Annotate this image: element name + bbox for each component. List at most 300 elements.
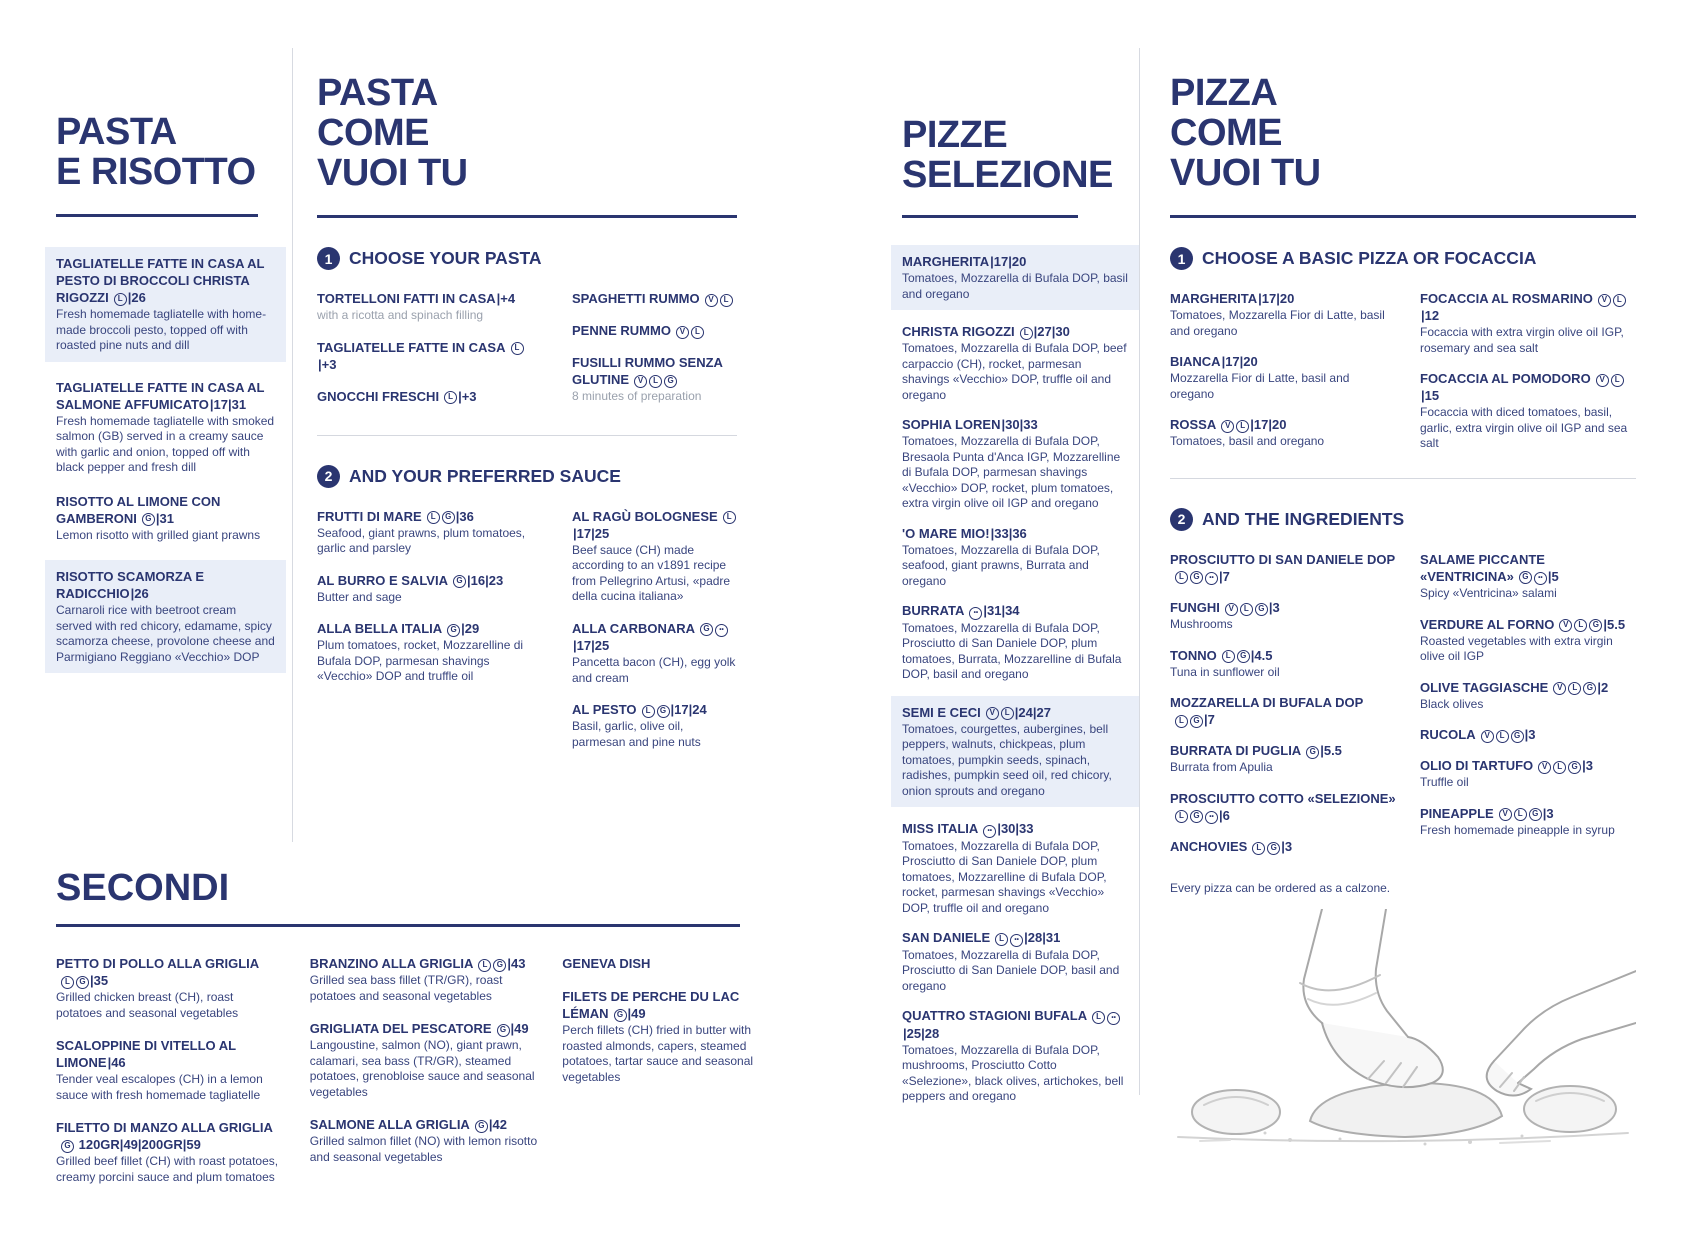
menu-item-price: |17|25 xyxy=(573,638,610,653)
menu-item-price: |29 xyxy=(461,621,480,636)
l-circle-icon: L xyxy=(511,342,524,355)
g-circle-icon: G xyxy=(1568,761,1581,774)
v-circle-icon: V xyxy=(676,326,689,339)
l-circle-icon: L xyxy=(1514,808,1527,821)
step2-columns xyxy=(317,508,737,751)
menu-item-price: |17|20 xyxy=(1221,354,1258,369)
menu-item xyxy=(572,701,737,750)
menu-item-badges xyxy=(967,603,982,618)
menu-item-description: Tomatoes, Mozzarella di Bufala DOP, seafood, giant prawns, Burrata and oregano xyxy=(902,542,1100,588)
g-circle-icon: G xyxy=(447,624,460,637)
menu-item-description: Fresh homemade pineapple in syrup xyxy=(1420,822,1615,837)
menu-item xyxy=(1420,370,1636,452)
menu-item-title xyxy=(56,379,275,413)
sauce-choices-list xyxy=(317,508,535,751)
title-line: SECONDI xyxy=(56,867,230,909)
menu-item-price: |31 xyxy=(155,510,174,526)
section-rule xyxy=(317,215,737,218)
l-circle-icon: L xyxy=(478,959,491,972)
g-circle-icon: G xyxy=(142,513,155,526)
menu-item-name: MOZZARELLA DI BUFALA DOP xyxy=(1170,695,1364,710)
title-line: VUOI TU xyxy=(1170,152,1321,194)
menu-item-description: Grilled beef fillet (CH) with roast potatoes, creamy porcini sauce and plum tomatoes xyxy=(56,1154,279,1184)
menu-item-name: PENNE RUMMO xyxy=(572,323,671,338)
dots-icon: •• xyxy=(1107,1012,1120,1025)
menu-item-badges xyxy=(451,573,466,588)
menu-item-name: ANCHOVIES xyxy=(1170,839,1248,854)
menu-item-badges xyxy=(1479,727,1524,742)
menu-item-title xyxy=(56,493,275,527)
menu-item-price: |30|33 xyxy=(997,821,1034,836)
menu-item-title xyxy=(902,929,1128,947)
menu-item-description: Focaccia with diced tomatoes, basil, garlic, extra virgin olive oil IGP and sea salt xyxy=(1420,405,1628,450)
menu-item xyxy=(572,290,737,307)
l-circle-icon: L xyxy=(649,375,662,388)
l-circle-icon: L xyxy=(642,705,655,718)
v-circle-icon: V xyxy=(1538,761,1551,774)
menu-item xyxy=(1170,694,1396,728)
g-circle-icon: G xyxy=(664,375,677,388)
menu-item-badges xyxy=(1250,839,1280,854)
g-circle-icon: G xyxy=(1190,715,1203,728)
menu-item-description: Butter and sage xyxy=(317,589,402,604)
g-circle-icon: G xyxy=(614,1009,627,1022)
menu-item xyxy=(1420,805,1636,839)
menu-item-price: |3 xyxy=(1268,600,1280,615)
menu-item-title xyxy=(1170,838,1396,855)
step-number-badge: 2 xyxy=(1170,508,1193,531)
menu-item-badges xyxy=(674,323,704,338)
menu-item-title xyxy=(1170,353,1396,370)
ingredients-list xyxy=(1420,551,1636,856)
menu-item-price: |36 xyxy=(455,508,474,524)
menu-item-name: BURRATA xyxy=(902,603,965,618)
menu-item xyxy=(1170,290,1396,339)
dots-icon: •• xyxy=(1205,811,1218,824)
l-circle-icon: L xyxy=(1553,761,1566,774)
step1-columns xyxy=(317,290,737,405)
menu-item xyxy=(572,508,737,605)
menu-item xyxy=(902,602,1128,683)
menu-item-description: Lemon risotto with grilled giant prawns xyxy=(56,527,261,542)
menu-item-badges xyxy=(612,1006,627,1021)
menu-item-description: Beef sauce (CH) made according to an v1891 recipe from Pellegrino Artusi, «padre della cucina italiana» xyxy=(572,542,731,603)
menu-item-price: |7 xyxy=(1219,568,1230,584)
section-title-pasta-come-vuoi-tu xyxy=(317,73,737,193)
menu-item xyxy=(310,955,541,1004)
menu-item xyxy=(1420,679,1636,713)
menu-item-badges xyxy=(1090,1008,1120,1023)
menu-item-price: |7 xyxy=(1204,712,1215,727)
dough-kneading-illustration xyxy=(1170,909,1636,1151)
menu-item-description: Carnaroli rice with beetroot cream served with red chicory, edamame, spicy scamorza cheese, provolone cheese and Parmigiano Reggiano «Vecchio» DOP xyxy=(56,603,275,664)
l-circle-icon: L xyxy=(61,976,74,989)
menu-item-name: SPAGHETTI RUMMO xyxy=(572,291,700,306)
section-rule xyxy=(56,924,740,927)
menu-item xyxy=(562,955,756,972)
menu-item-name: FRUTTI DI MARE xyxy=(317,508,422,524)
menu-item-name: AL PESTO xyxy=(572,702,637,717)
menu-item-title xyxy=(1170,599,1396,616)
menu-item-name: SALAME PICCANTE «VENTRICINA» xyxy=(1420,551,1545,584)
menu-item-name: FUSILLI RUMMO SENZA GLUTINE xyxy=(572,355,723,387)
l-circle-icon: L xyxy=(114,293,127,306)
menu-item-description: Grilled salmon fillet (NO) with lemon risotto and seasonal vegetables xyxy=(309,1134,538,1164)
menu-item-title xyxy=(1420,370,1636,404)
menu-item-title xyxy=(572,322,737,339)
menu-item xyxy=(891,696,1139,808)
g-circle-icon: G xyxy=(1511,730,1524,743)
menu-item-title xyxy=(1170,647,1396,664)
menu-item-title xyxy=(572,620,737,655)
menu-item xyxy=(1170,790,1396,825)
menu-item xyxy=(1170,838,1396,855)
l-circle-icon: L xyxy=(1222,650,1235,663)
menu-item xyxy=(56,493,275,544)
menu-item-name: SEMI E CECI xyxy=(902,704,981,720)
menu-item-title xyxy=(572,508,737,542)
menu-item-badges xyxy=(1173,808,1218,823)
menu-item xyxy=(1420,551,1636,602)
step2-columns xyxy=(1170,551,1636,856)
g-circle-icon: G xyxy=(1267,842,1280,855)
pasta-risotto-item-list xyxy=(56,247,275,673)
menu-item-description: Tuna in sunflower oil xyxy=(1170,664,1280,679)
menu-item-description: Grilled chicken breast (CH), roast potatoes and seasonal vegetables xyxy=(56,990,239,1020)
menu-item-price: |35 xyxy=(90,973,109,988)
menu-item-price: |17|31 xyxy=(209,396,247,412)
menu-item-badges xyxy=(1557,617,1602,632)
menu-item-name: MARGHERITA xyxy=(1170,291,1258,306)
menu-item-title xyxy=(310,955,541,972)
menu-item-name: PINEAPPLE xyxy=(1420,805,1494,821)
menu-item-name: 'O MARE MIO! xyxy=(902,525,990,541)
calzone-note: Every pizza can be ordered as a calzone. xyxy=(1170,881,1391,895)
menu-item-name: ALLA BELLA ITALIA xyxy=(317,621,443,636)
menu-item-description: Spicy «Ventricina» salami xyxy=(1420,586,1557,600)
menu-item xyxy=(562,988,756,1085)
menu-item-description: Plum tomatoes, rocket, Mozzarelline di Bufala DOP, parmesan shavings «Vecchio» DOP and truffle oil xyxy=(317,638,524,683)
menu-item-price: |6 xyxy=(1219,807,1230,823)
l-circle-icon: L xyxy=(1092,1011,1105,1024)
l-circle-icon: L xyxy=(691,326,704,339)
g-circle-icon: G xyxy=(497,1024,510,1037)
title-line: E RISOTTO xyxy=(56,151,256,193)
menu-item-description: Tomatoes, Mozzarella di Bufala DOP, Prosciutto di San Daniele DOP, plum tomatoes, Mozzarelline di Bufala DOP, rocket, parmesan shavings «Vecchio» DOP, truffle oil and oregano xyxy=(902,838,1107,915)
dots-icon: •• xyxy=(969,607,982,620)
section-rule xyxy=(56,214,258,217)
l-circle-icon: L xyxy=(444,391,457,404)
v-circle-icon: V xyxy=(1559,619,1572,632)
menu-item-badges xyxy=(1551,680,1596,695)
menu-item xyxy=(317,572,535,606)
dots-icon: •• xyxy=(715,624,728,637)
menu-item-badges xyxy=(640,702,670,717)
pasta-choices-list xyxy=(317,290,535,405)
menu-item-title xyxy=(317,388,535,405)
menu-item-description: with a ricotta and spinach filling xyxy=(317,308,484,322)
l-circle-icon: L xyxy=(1020,327,1033,340)
l-circle-icon: L xyxy=(1175,715,1188,728)
menu-item-name: CHRISTA RIGOZZI xyxy=(902,324,1015,339)
menu-item-name: BIANCA xyxy=(1170,354,1221,369)
menu-item xyxy=(1420,616,1636,665)
dots-icon: •• xyxy=(1010,934,1023,947)
menu-item-title xyxy=(1420,679,1636,696)
title-line: PIZZA xyxy=(1170,72,1278,114)
g-circle-icon: G xyxy=(700,623,713,636)
menu-item-title xyxy=(1170,290,1396,307)
menu-item-name: ROSSA xyxy=(1170,417,1217,432)
menu-item-title xyxy=(562,988,756,1022)
menu-item xyxy=(56,1119,281,1185)
menu-item-title xyxy=(902,253,1128,270)
step-header-ingredients xyxy=(1170,508,1636,531)
g-circle-icon: G xyxy=(1190,571,1203,584)
menu-item-title xyxy=(902,820,1128,838)
menu-item-badges xyxy=(1223,600,1268,615)
menu-item xyxy=(56,1037,281,1103)
dots-icon: •• xyxy=(1205,572,1218,585)
menu-item-title xyxy=(1170,790,1396,825)
g-circle-icon: G xyxy=(61,1140,74,1153)
menu-item-price: |26 xyxy=(127,290,146,305)
menu-item xyxy=(317,388,535,405)
menu-item-price: |+3 xyxy=(318,356,337,372)
menu-item-badges xyxy=(495,1021,510,1036)
menu-item-title xyxy=(317,508,535,525)
menu-item-price: |42 xyxy=(488,1117,507,1132)
menu-item-name: MISS ITALIA xyxy=(902,821,979,836)
title-line: COME xyxy=(317,112,429,154)
section-pizza-come-vuoi-tu xyxy=(1170,73,1636,1156)
menu-item-description: Mozzarella Fior di Latte, basil and oregano xyxy=(1170,371,1350,401)
menu-item xyxy=(1420,290,1636,356)
menu-item-name: SAN DANIELE xyxy=(902,930,991,945)
title-line: PASTA xyxy=(317,72,438,114)
secondi-list xyxy=(56,955,281,1185)
menu-item-price: |3 xyxy=(1542,805,1554,821)
menu-item-description: Tomatoes, courgettes, aubergines, bell peppers, walnuts, chickpeas, plum tomatoes, pumpkin seeds, spinach, radishes, pumpkin seed oil, red chicory, onion sprouts and oregano xyxy=(902,721,1112,798)
menu-item-badges xyxy=(445,621,460,636)
title-line: VUOI TU xyxy=(317,152,468,194)
l-circle-icon: L xyxy=(995,933,1008,946)
menu-item-title xyxy=(1170,694,1396,728)
menu-item-price: |46 xyxy=(107,1055,126,1070)
step-label: AND YOUR PREFERRED SAUCE xyxy=(349,465,621,486)
menu-item-description: Mushrooms xyxy=(1170,617,1233,631)
menu-item-name: AL BURRO E SALVIA xyxy=(317,572,448,588)
menu-item-description: Black olives xyxy=(1420,696,1484,711)
ingredients-list xyxy=(1170,551,1396,856)
menu-item-price: |33|36 xyxy=(990,525,1027,541)
step-header-preferred-sauce xyxy=(317,465,737,488)
g-circle-icon: G xyxy=(1519,571,1532,584)
menu-item-description: Basil, garlic, olive oil, parmesan and pine nuts xyxy=(572,719,701,749)
menu-item-description: Seafood, giant prawns, plum tomatoes, garlic and parsley xyxy=(317,525,526,555)
l-circle-icon: L xyxy=(1611,374,1624,387)
menu-item-name: GNOCCHI FRESCHI xyxy=(317,388,440,404)
step-header-choose-basic-pizza xyxy=(1170,247,1636,270)
menu-item-price: |27|30 xyxy=(1033,324,1070,339)
menu-item-description: Burrata from Apulia xyxy=(1170,760,1273,774)
step-divider-rule xyxy=(1170,478,1636,479)
menu-item-name: RISOTTO SCAMORZA E RADICCHIO xyxy=(56,569,205,601)
menu-item-name: PETTO DI POLLO ALLA GRIGLIA xyxy=(56,956,260,971)
menu-item-badges xyxy=(698,621,728,636)
menu-item-price: |17|20 xyxy=(990,254,1027,269)
menu-item-badges xyxy=(632,372,677,387)
section-secondi xyxy=(56,868,756,1185)
menu-item-description: Langoustine, salmon (NO), giant prawn, calamari, sea bass (TR/GR), steamed potatoes, grenobloise sauce and seasonal vegetables xyxy=(309,1038,535,1099)
menu-item-title xyxy=(902,525,1128,542)
g-circle-icon: G xyxy=(1237,650,1250,663)
menu-item-name: TONNO xyxy=(1170,647,1217,663)
menu-item xyxy=(317,620,535,685)
menu-item-price: |17|20 xyxy=(1258,291,1295,306)
menu-item-title xyxy=(1170,551,1396,586)
l-circle-icon: L xyxy=(1175,571,1188,584)
step-header-choose-your-pasta xyxy=(317,247,737,270)
menu-item xyxy=(1170,353,1396,402)
menu-item-badges xyxy=(993,930,1023,945)
step-label: AND THE INGREDIENTS xyxy=(1202,508,1405,529)
step-divider-rule xyxy=(317,435,737,436)
menu-item-title xyxy=(1420,757,1636,774)
menu-item-name: AL RAGÙ BOLOGNESE xyxy=(572,508,718,524)
menu-item-badges xyxy=(1173,569,1218,584)
menu-item-name: TAGLIATELLE FATTE IN CASA AL PESTO DI BROCCOLI CHRISTA RIGOZZI xyxy=(56,256,265,305)
pizze-selezione-item-list xyxy=(902,245,1128,1105)
menu-item-name: PROSCIUTTO COTTO «SELEZIONE» xyxy=(1170,790,1396,806)
menu-item-name: OLIVE TAGGIASCHE xyxy=(1420,679,1549,695)
menu-item-title xyxy=(56,1037,281,1071)
menu-item-title xyxy=(572,354,737,388)
step-number-badge: 1 xyxy=(317,247,340,270)
menu-item-description: Tomatoes, Mozzarella di Bufala DOP, Prosciutto di San Daniele DOP, plum tomatoes, Burrata, Mozzarelline di Bufala DOP, basil and oregano xyxy=(902,620,1122,681)
menu-item-badges xyxy=(1018,324,1033,339)
menu-item xyxy=(1420,726,1636,743)
title-line: SELEZIONE xyxy=(902,154,1113,196)
menu-item-title xyxy=(902,602,1128,620)
menu-item xyxy=(310,1116,541,1165)
menu-item-name: VERDURE AL FORNO xyxy=(1420,616,1555,632)
step-label: CHOOSE A BASIC PIZZA OR FOCACCIA xyxy=(1202,248,1537,268)
menu-item-description: Fresh homemade tagliatelle with smoked salmon (GB) served in a creamy sauce with garlic and onion, topped off with black pepper and fresh dill xyxy=(56,413,275,474)
menu-item-title xyxy=(902,704,1128,721)
menu-item-badges xyxy=(1220,648,1250,663)
l-circle-icon: L xyxy=(1175,810,1188,823)
menu-item-title xyxy=(572,701,737,718)
menu-item-description: Tomatoes, Mozzarella di Bufala DOP, Prosciutto di San Daniele DOP, basil and oregano xyxy=(902,947,1120,993)
sauce-choices-list xyxy=(572,508,737,751)
step-number-badge: 2 xyxy=(317,465,340,488)
menu-item-title xyxy=(902,416,1128,433)
menu-item-title xyxy=(56,255,275,306)
menu-item-price: |+3 xyxy=(458,388,477,404)
menu-item-description: Tomatoes, Mozzarella Fior di Latte, basil and oregano xyxy=(1170,308,1385,338)
title-line: PASTA xyxy=(56,111,177,153)
menu-item-description: Tomatoes, Mozzarella di Bufala DOP, basil and oregano xyxy=(902,271,1128,301)
menu-item-description: Tender veal escalopes (CH) in a lemon sauce with fresh homemade tagliatelle xyxy=(56,1072,263,1102)
vertical-divider xyxy=(1139,48,1140,1095)
menu-item-price: |24|27 xyxy=(1014,704,1051,720)
secondi-columns xyxy=(56,955,756,1185)
menu-item-name: QUATTRO STAGIONI BUFALA xyxy=(902,1008,1088,1023)
menu-item-badges xyxy=(476,956,506,971)
menu-item-badges xyxy=(473,1117,488,1132)
menu-item-description: Perch fillets (CH) fried in butter with roasted almonds, capers, steamed potatoes, tartar sauce and seasonal vegetables xyxy=(562,1023,754,1084)
menu-item-price: |+4 xyxy=(496,291,516,306)
menu-item xyxy=(317,508,535,557)
menu-item-badges xyxy=(703,291,733,306)
menu-item xyxy=(45,247,286,362)
menu-item xyxy=(902,820,1128,916)
menu-item-badges xyxy=(425,509,455,524)
menu-item xyxy=(572,322,737,339)
menu-item-title xyxy=(902,1007,1128,1042)
menu-item xyxy=(902,1007,1128,1105)
menu-item-price: |28|31 xyxy=(1024,930,1061,945)
l-circle-icon: L xyxy=(720,294,733,307)
menu-item-price: |3 xyxy=(1524,727,1536,742)
menu-item-badges xyxy=(1517,569,1547,584)
v-circle-icon: V xyxy=(986,707,999,720)
g-circle-icon: G xyxy=(1529,808,1542,821)
g-circle-icon: G xyxy=(1589,619,1602,632)
menu-item-badges xyxy=(1596,291,1626,306)
menu-item-badges xyxy=(1536,758,1581,773)
menu-item-price: |15 xyxy=(1421,388,1440,403)
menu-item-price: |31|34 xyxy=(983,603,1020,618)
menu-item-name: FUNGHI xyxy=(1170,600,1220,615)
menu-item-price: |3 xyxy=(1582,758,1594,773)
menu-item-description: Tomatoes, Mozzarella di Bufala DOP, Bresaola Punta d'Anca IGP, Mozzarelline di Bufala DOP, parmesan shavings «Vecchio» DOP, rocket, plum tomatoes, extra virgin olive oil IGP and oregano xyxy=(902,434,1121,510)
g-circle-icon: G xyxy=(1190,810,1203,823)
menu-item-title xyxy=(56,1119,281,1153)
menu-item-title xyxy=(317,572,535,589)
dots-icon: •• xyxy=(1534,572,1547,585)
menu-item-title xyxy=(1170,742,1396,759)
menu-item-badges xyxy=(509,340,524,355)
menu-item xyxy=(1170,416,1396,450)
menu-item xyxy=(1170,647,1396,681)
dots-icon: •• xyxy=(983,825,996,838)
menu-item-title xyxy=(310,1116,541,1133)
menu-item-badges xyxy=(1304,743,1319,758)
g-circle-icon: G xyxy=(657,705,670,718)
menu-item-name: TAGLIATELLE FATTE IN CASA xyxy=(317,339,506,355)
menu-item-price: 120GR|49|200GR|59 xyxy=(75,1137,201,1152)
menu-item-price: |49 xyxy=(510,1021,529,1036)
menu-item-badges xyxy=(1219,417,1249,432)
menu-item-title xyxy=(317,620,535,637)
l-circle-icon: L xyxy=(1574,619,1587,632)
menu-item-name: RISOTTO AL LIMONE CON GAMBERONI xyxy=(56,493,221,526)
menu-item xyxy=(902,416,1128,512)
l-circle-icon: L xyxy=(1236,420,1249,433)
menu-item-badges xyxy=(1497,806,1542,821)
title-line: COME xyxy=(1170,112,1282,154)
menu-item-description: Tomatoes, Mozzarella di Bufala DOP, beef carpaccio (CH), rocket, parmesan shavings «Vecchio» DOP, truffle oil and oregano xyxy=(902,341,1127,402)
menu-item-title xyxy=(310,1020,541,1037)
menu-item-price: |12 xyxy=(1421,308,1440,323)
l-circle-icon: L xyxy=(1001,707,1014,720)
menu-item-name: GRIGLIATA DEL PESCATORE xyxy=(309,1021,492,1036)
menu-item-name: TAGLIATELLE FATTE IN CASA AL SALMONE AFFUMICATO xyxy=(56,379,265,412)
menu-item xyxy=(310,1020,541,1100)
menu-item-name: FOCACCIA AL POMODORO xyxy=(1420,371,1591,386)
